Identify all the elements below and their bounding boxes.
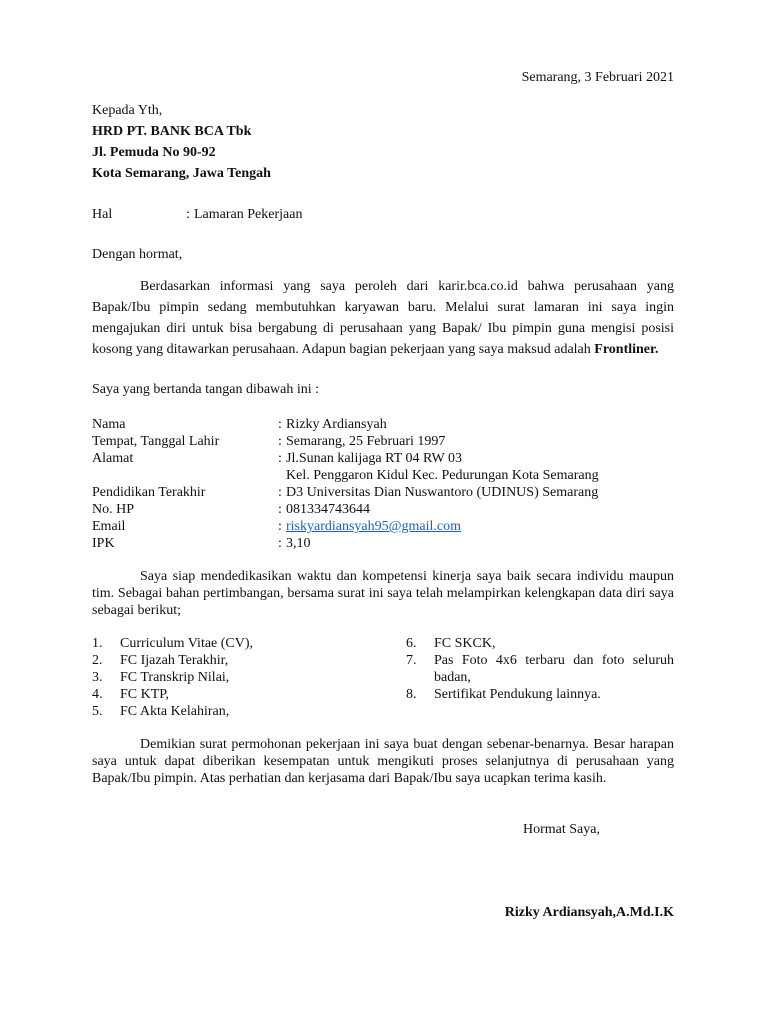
detail-value: Semarang, 25 Februari 1997 bbox=[286, 434, 446, 449]
subject-label: Hal bbox=[92, 207, 113, 222]
regards: Hormat Saya, bbox=[523, 822, 600, 837]
detail-value: Rizky Ardiansyah bbox=[286, 417, 387, 432]
detail-label: Nama bbox=[92, 417, 126, 432]
salutation: Dengan hormat, bbox=[92, 247, 183, 262]
date-line: Semarang, 3 Februari 2021 bbox=[521, 70, 674, 85]
detail-label: IPK bbox=[92, 536, 115, 551]
signature-name: Rizky Ardiansyah,A.Md.I.K bbox=[504, 905, 674, 920]
detail-separator: : bbox=[278, 434, 282, 449]
detail-label: Alamat bbox=[92, 451, 134, 466]
list-text: FC Ijazah Terakhir, bbox=[120, 653, 229, 668]
detail-label: Email bbox=[92, 519, 126, 534]
list-text: Curriculum Vitae (CV), bbox=[120, 636, 254, 651]
list-number: 6. bbox=[406, 636, 417, 651]
list-number: 8. bbox=[406, 687, 417, 702]
intro-paragraph bbox=[92, 276, 674, 360]
list-number: 1. bbox=[92, 636, 103, 651]
intro-text: Berdasarkan informasi yang saya peroleh dari karir.bca.co.id bahwa perusahaan yang Bapak/Ibu pimpin sedang membutuhkan karyawan baru. Melalui surat lamaran ini saya ingin mengajukan diri untuk bisa bergabung di perusahaan yang Bapak/ Ibu pimpin guna mengisi posisi kosong yang ditawarkan perusahaan. Adapun bagian pekerjaan yang saya maksud adalah bbox=[92, 279, 674, 357]
detail-separator: : bbox=[278, 417, 282, 432]
detail-label: No. HP bbox=[92, 502, 135, 517]
subject-separator: : bbox=[186, 207, 190, 222]
recipient-company: HRD PT. BANK BCA Tbk bbox=[92, 124, 252, 139]
dedication-paragraph bbox=[92, 568, 674, 619]
recipient-city: Kota Semarang, Jawa Tengah bbox=[92, 166, 271, 181]
list-number: 5. bbox=[92, 704, 103, 719]
detail-label: Pendidikan Terakhir bbox=[92, 485, 206, 500]
detail-label: Tempat, Tanggal Lahir bbox=[92, 434, 220, 449]
closing-text: Demikian surat permohonan pekerjaan ini saya buat dengan sebenar-benarnya. Besar harapan saya untuk dapat diberikan kesempatan untuk mengikuti proses selanjutnya di perusahaan yang Bapak/Ibu pimpin. Atas perhatian dan kerjasama dari Bapak/Ibu saya ucapkan terima kasih. bbox=[92, 737, 674, 786]
detail-separator: : bbox=[278, 485, 282, 500]
list-text: FC KTP, bbox=[120, 687, 170, 702]
subject-value: Lamaran Pekerjaan bbox=[194, 207, 303, 222]
closing-paragraph bbox=[92, 736, 674, 787]
list-text: FC SKCK, bbox=[434, 636, 496, 651]
detail-separator: : bbox=[278, 536, 282, 551]
detail-value: 081334743644 bbox=[286, 502, 370, 517]
detail-value: Jl.Sunan kalijaga RT 04 RW 03 bbox=[286, 451, 462, 466]
dedication-text: Saya siap mendedikasikan waktu dan kompetensi kinerja saya baik secara individu maupun tim. Sebagai bahan pertimbangan, bersama surat ini saya telah melampirkan kelengkapan data diri saya sebagai berikut; bbox=[92, 569, 674, 618]
detail-value: Kel. Penggaron Kidul Kec. Pedurungan Kota Semarang bbox=[286, 468, 599, 483]
detail-value: D3 Universitas Dian Nuswantoro (UDINUS) Semarang bbox=[286, 485, 599, 500]
list-text: Pas Foto 4x6 terbaru dan foto seluruh bbox=[434, 653, 674, 668]
list-text: Sertifikat Pendukung lainnya. bbox=[434, 687, 601, 702]
recipient-greeting: Kepada Yth, bbox=[92, 103, 163, 118]
list-text: FC Akta Kelahiran, bbox=[120, 704, 230, 719]
detail-separator: : bbox=[278, 451, 282, 466]
list-text: badan, bbox=[434, 670, 471, 685]
list-number: 2. bbox=[92, 653, 103, 668]
detail-value: 3,10 bbox=[286, 536, 311, 551]
detail-separator: : bbox=[278, 519, 282, 534]
intro-position: Frontliner. bbox=[594, 342, 659, 357]
list-number: 7. bbox=[406, 653, 417, 668]
recipient-street: Jl. Pemuda No 90-92 bbox=[92, 145, 216, 160]
email-link[interactable]: riskyardiansyah95@gmail.com bbox=[286, 519, 462, 534]
list-text: FC Transkrip Nilai, bbox=[120, 670, 230, 685]
undersigned-line: Saya yang bertanda tangan dibawah ini : bbox=[92, 382, 320, 397]
list-number: 3. bbox=[92, 670, 103, 685]
list-number: 4. bbox=[92, 687, 103, 702]
detail-separator: : bbox=[278, 502, 282, 517]
